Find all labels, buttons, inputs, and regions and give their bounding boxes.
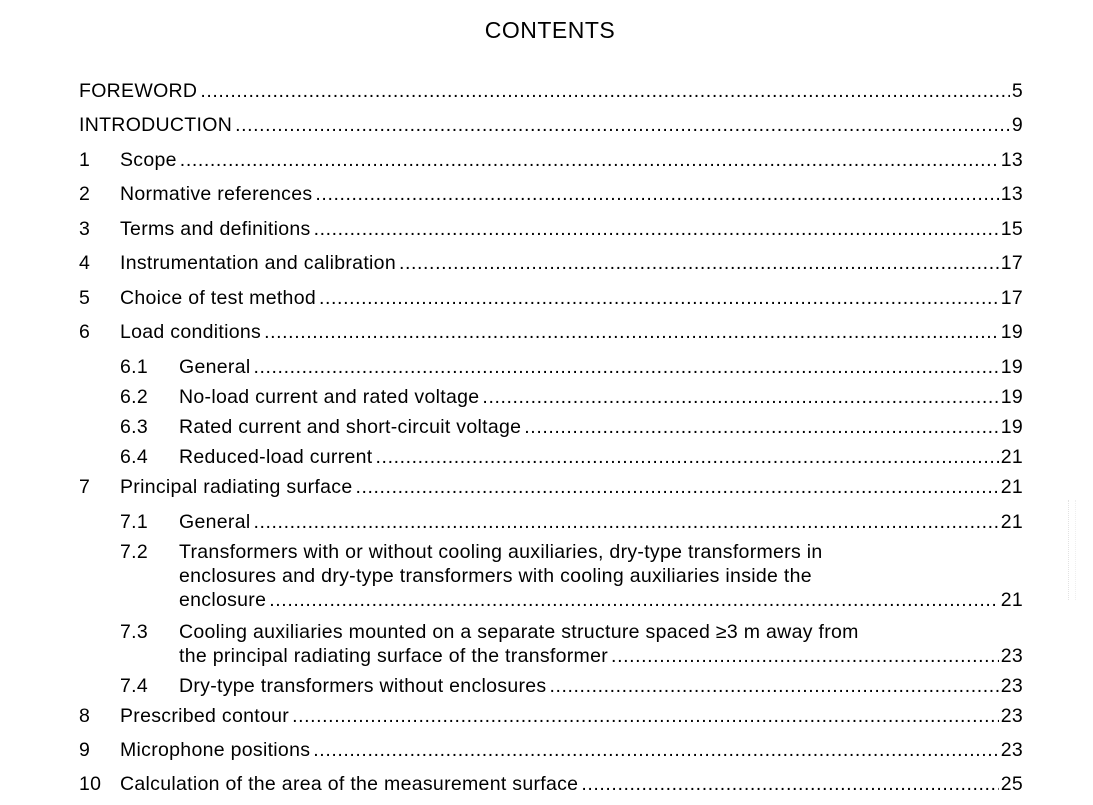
toc-entry-page: 19 [1000, 386, 1023, 408]
leader-dots [313, 738, 998, 762]
toc-entry-title: General [179, 511, 251, 533]
leader-dots [253, 510, 998, 534]
leader-dots [292, 704, 999, 728]
margin-watermark [1068, 500, 1076, 600]
toc-entry-6[interactable] [79, 320, 1023, 344]
toc-entry-number: 6 [79, 321, 91, 343]
toc-entry-title: Terms and definitions [120, 218, 311, 240]
toc-entry-title: Calculation of the area of the measurement surface [120, 773, 579, 795]
leader-dots [180, 148, 999, 172]
toc-entry-7[interactable] [79, 475, 1023, 499]
toc-entry-number: 4 [79, 252, 91, 274]
toc-entry-page: 19 [1000, 356, 1023, 378]
toc-entry-number: 7.3 [120, 621, 149, 643]
toc-entry-8[interactable] [79, 704, 1023, 728]
toc-entry-7-1[interactable] [79, 510, 1023, 534]
toc-entry-title: Principal radiating surface [120, 476, 353, 498]
toc-entry-number: 2 [79, 183, 91, 205]
leader-dots [355, 475, 998, 499]
toc-entry-title: Load conditions [120, 321, 262, 343]
toc-entry-number: 6.4 [120, 446, 149, 468]
leader-dots [549, 674, 998, 698]
toc-entry-page: 13 [1000, 183, 1023, 205]
toc-entry-page: 15 [1000, 218, 1023, 240]
leader-dots [235, 113, 1010, 137]
toc-entry-4[interactable] [79, 251, 1023, 275]
toc-entry-title: Microphone positions [120, 739, 311, 761]
toc-entry-number: 7.1 [120, 511, 149, 533]
toc-entry-6-1[interactable] [79, 355, 1023, 379]
toc-entry-title: INTRODUCTION [79, 114, 233, 136]
toc-entry-number: 6.1 [120, 356, 149, 378]
toc-entry-title: Rated current and short-circuit voltage [179, 416, 522, 438]
toc-entry-page: 23 [1000, 705, 1023, 727]
toc-entry-number: 10 [79, 773, 102, 795]
leader-dots [376, 445, 999, 469]
toc-entry-number: 7 [79, 476, 91, 498]
toc-entry-title: Normative references [120, 183, 313, 205]
leader-dots [200, 79, 1010, 103]
toc-entry-title: Dry-type transformers without enclosures [179, 675, 547, 697]
leader-dots [264, 320, 999, 344]
toc-entry-introduction[interactable] [79, 113, 1023, 137]
leader-dots [524, 415, 998, 439]
toc-entry-page: 9 [1011, 114, 1023, 136]
toc-entry-page: 23 [1000, 675, 1023, 697]
leader-dots [581, 772, 998, 796]
toc-entry-page: 19 [1000, 416, 1023, 438]
toc-entry-page: 5 [1011, 80, 1023, 102]
toc-entry-title-line: the principal radiating surface of the transformer [179, 645, 609, 667]
toc-entry-title: No-load current and rated voltage [179, 386, 480, 408]
toc-entry-9[interactable] [79, 738, 1023, 762]
toc-entry-title: Instrumentation and calibration [120, 252, 396, 274]
toc-entry-3[interactable] [79, 217, 1023, 241]
leader-dots [319, 286, 999, 310]
leader-dots [269, 588, 998, 612]
toc-entry-page: 21 [1000, 589, 1023, 611]
toc-entry-number: 7.4 [120, 675, 149, 697]
toc-entry-number: 6.3 [120, 416, 149, 438]
toc-entry-title: General [179, 356, 251, 378]
leader-dots [482, 385, 998, 409]
leader-dots [611, 644, 999, 668]
leader-dots [253, 355, 998, 379]
toc-entry-number: 5 [79, 287, 91, 309]
toc-entry-title: Scope [120, 149, 177, 171]
page-title: CONTENTS [484, 17, 616, 43]
toc-entry-title: Prescribed contour [120, 705, 290, 727]
toc-entry-title-line: enclosure [179, 589, 267, 611]
toc-entry-title-line: Cooling auxiliaries mounted on a separate structure spaced ≥3 m away from [179, 621, 859, 643]
toc-entry-number: 1 [79, 149, 91, 171]
toc-entry-number: 7.2 [120, 541, 149, 563]
toc-entry-title: FOREWORD [79, 80, 198, 102]
toc-entry-title: Reduced-load current [179, 446, 373, 468]
toc-entry-page: 17 [1000, 287, 1023, 309]
toc-entry-number: 6.2 [120, 386, 149, 408]
toc-entry-6-4[interactable] [79, 445, 1023, 469]
toc-entry-page: 19 [1000, 321, 1023, 343]
toc-entry-title-line: Transformers with or without cooling auxiliaries, dry-type transformers in [179, 541, 823, 563]
toc-entry-5[interactable] [79, 286, 1023, 310]
toc-entry-page: 21 [1000, 511, 1023, 533]
toc-entry-page: 21 [1000, 476, 1023, 498]
toc-entry-6-3[interactable] [79, 415, 1023, 439]
toc-entry-6-2[interactable] [79, 385, 1023, 409]
leader-dots [315, 182, 998, 206]
toc-entry-page: 13 [1000, 149, 1023, 171]
toc-entry-7-3[interactable] [79, 620, 1023, 668]
toc-entry-2[interactable] [79, 182, 1023, 206]
toc-entry-title: Choice of test method [120, 287, 316, 309]
toc-entry-7-4[interactable] [79, 674, 1023, 698]
toc-entry-foreword[interactable] [79, 79, 1023, 103]
toc-entry-title-line: enclosures and dry-type transformers with cooling auxiliaries inside the [179, 565, 812, 587]
toc-entry-page: 23 [1000, 645, 1023, 667]
toc-entry-1[interactable] [79, 148, 1023, 172]
toc-entry-10[interactable] [79, 772, 1023, 796]
toc-entry-page: 17 [1000, 252, 1023, 274]
toc-entry-number: 3 [79, 218, 91, 240]
toc-entry-number: 8 [79, 705, 91, 727]
toc-entry-number: 9 [79, 739, 91, 761]
toc-entry-7-2[interactable] [79, 540, 1023, 612]
leader-dots [314, 217, 999, 241]
toc-entry-page: 25 [1000, 773, 1023, 795]
leader-dots [399, 251, 999, 275]
toc-entry-page: 21 [1000, 446, 1023, 468]
toc-entry-page: 23 [1000, 739, 1023, 761]
